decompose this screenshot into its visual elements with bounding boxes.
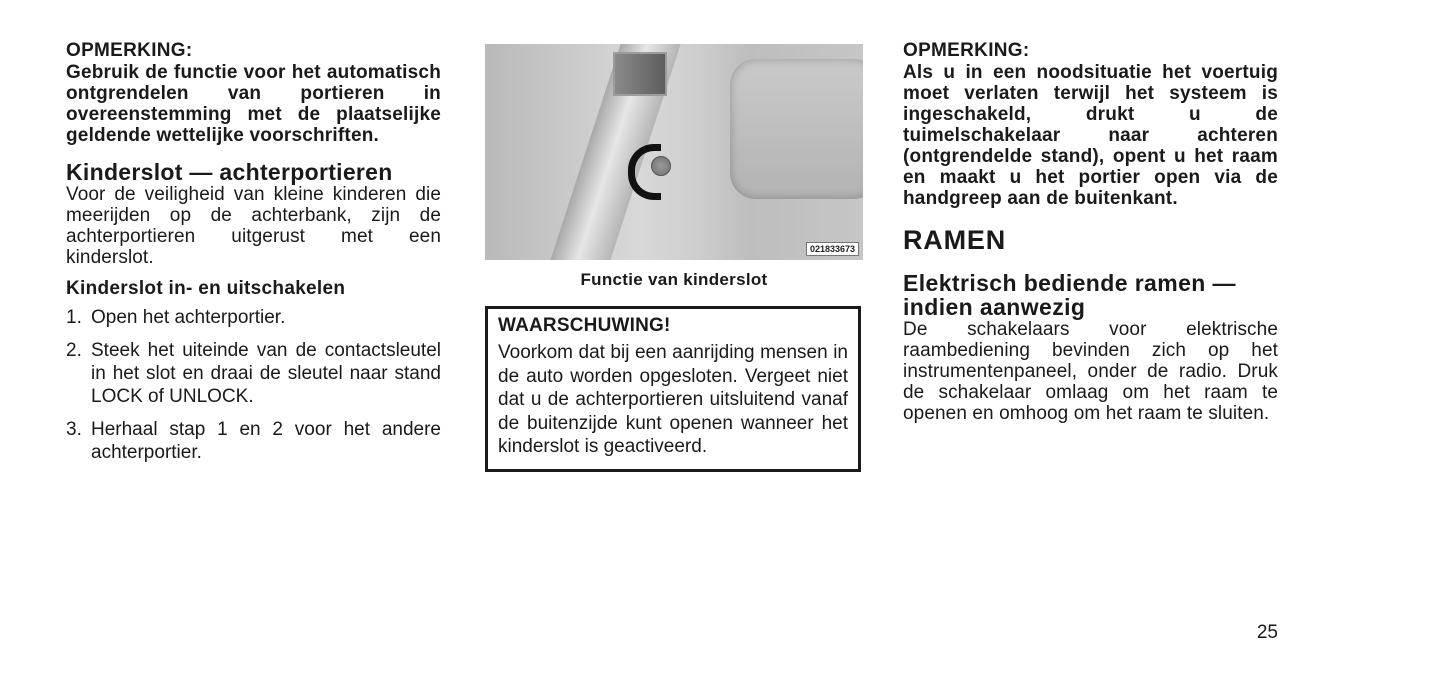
middle-column — [485, 40, 863, 472]
note-text: Als u in een noodsituatie het voertuig moet verlaten terwijl het systeem is ingeschakeld, drukt u de tuimelschakelaar naar achteren (ontgrendelde stand), opent u het raam en maakt u het portier open via de handgreep aan de buitenkant. — [903, 62, 1278, 209]
step-number: 3. — [66, 419, 82, 440]
step-number: 2. — [66, 340, 82, 361]
list-item — [66, 306, 441, 329]
door-latch-shape — [613, 52, 667, 96]
step-text: Steek het uiteinde van de contactsleutel in het slot en draai de sleutel naar stand LOCK of UNLOCK. — [91, 340, 441, 407]
section-title-kinderslot: Kinderslot — achterportieren — [66, 159, 393, 185]
section-text-kinderslot: Voor de veiligheid van kleine kinderen die meerijden op de achterbank, zijn de achterportieren uitgerust met een kinderslot. — [66, 184, 441, 268]
step-number: 1. — [66, 307, 82, 328]
left-column — [66, 40, 441, 474]
child-lock-icon — [651, 156, 671, 176]
warning-title: WAARSCHUWING! — [498, 315, 671, 336]
chapter-title: RAMEN — [903, 225, 1006, 255]
right-column — [903, 40, 1278, 424]
page-number: 25 — [1256, 622, 1278, 643]
note-label: OPMERKING: — [66, 40, 193, 61]
subsection-title: Kinderslot in- en uitschakelen — [66, 278, 346, 299]
note-text: Gebruik de functie voor het automatisch ontgrendelen van portieren in overeenstemming met de plaatselijke geldende wettelijke voorschriften. — [66, 62, 441, 146]
list-item — [66, 339, 441, 408]
warning-box — [485, 306, 861, 472]
note-label: OPMERKING: — [903, 40, 1030, 61]
step-text: Herhaal stap 1 en 2 voor het andere achterportier. — [91, 419, 441, 463]
section-title-ramen: Elektrisch bediende ramen — indien aanwezig — [903, 270, 1236, 320]
door-panel-shape — [730, 59, 863, 199]
list-item — [66, 418, 441, 464]
step-text: Open het achterportier. — [91, 307, 286, 328]
section-text-ramen: De schakelaars voor elektrische raambediening bevinden zich op het instrumentenpaneel, onder de radio. Druk de schakelaar omlaag om het raam te openen en omhoog om het raam te sluiten. — [903, 319, 1278, 424]
image-code: 021833673 — [806, 242, 859, 256]
warning-text: Voorkom dat bij een aanrijding mensen in de auto worden opgesloten. Vergeet niet dat u de achterportieren uitsluitend vanaf de buitenzijde kunt openen wanneer het kinderslot is geactiveerd. — [498, 342, 848, 457]
steps-list — [66, 306, 441, 464]
figure-caption: Functie van kinderslot — [580, 270, 768, 289]
child-lock-figure — [485, 44, 863, 260]
